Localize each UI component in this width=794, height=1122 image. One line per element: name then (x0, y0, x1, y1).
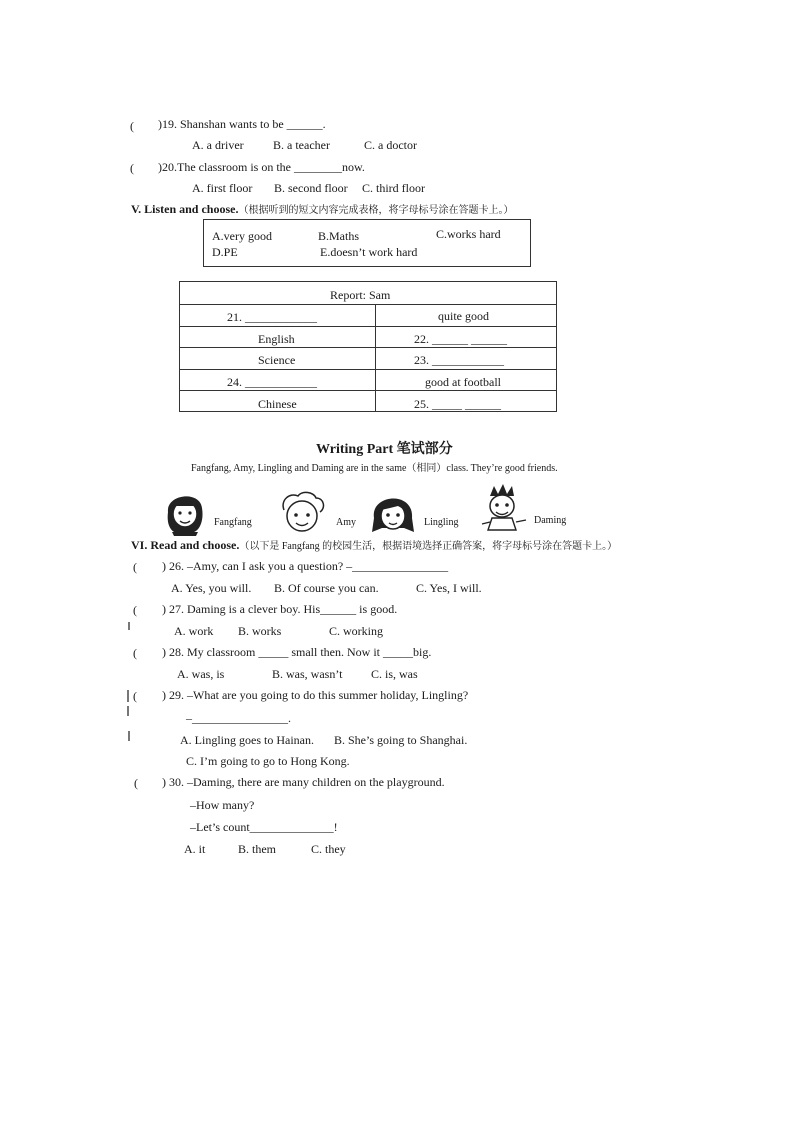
q30-option-b[interactable]: B. them (238, 842, 276, 856)
q28-paren[interactable]: ( (133, 646, 137, 660)
q30-paren[interactable]: ( (134, 776, 138, 790)
scan-mark (128, 622, 130, 630)
q20-option-c[interactable]: C. third floor (362, 181, 425, 195)
scan-mark (127, 690, 129, 702)
q29-option-b[interactable]: B. She’s going to Shanghai. (334, 733, 468, 747)
choice-e: E.doesn’t work hard (320, 245, 418, 259)
report-row1-right: quite good (438, 309, 489, 323)
fangfang-label: Fangfang (214, 517, 252, 528)
report-row4-left[interactable]: 24. ____________ (227, 375, 317, 389)
report-row5-left: Chinese (258, 397, 297, 411)
choice-b: B.Maths (318, 229, 360, 243)
fangfang-picture (160, 486, 210, 536)
q20-paren[interactable]: ( (130, 161, 134, 175)
scan-mark (128, 731, 130, 741)
q29-stem: ) 29. –What are you going to do this summer holiday, Lingling? (162, 688, 469, 702)
q30-option-c[interactable]: C. they (311, 842, 346, 856)
choices-box (203, 219, 531, 267)
report-header: Report: Sam (330, 288, 391, 302)
q29-option-c[interactable]: C. I’m going to go to Hong Kong. (186, 754, 350, 768)
choice-c: C.works hard (436, 227, 501, 241)
choice-a: A.very good (212, 229, 272, 243)
section5-heading: V. Listen and choose.（根据听到的短文内容完成表格，将字母标号涂在答题卡上。） (131, 202, 514, 216)
daming-label: Daming (534, 515, 567, 526)
q26-stem: ) 26. –Amy, can I ask you a question? –________________ (162, 559, 449, 573)
q26-paren[interactable]: ( (133, 560, 137, 574)
amy-picture (278, 490, 326, 536)
writing-part-title: Writing Part 笔试部分 (316, 442, 453, 457)
daming-picture (476, 484, 530, 534)
lingling-picture (368, 488, 418, 536)
report-row2-left: English (258, 332, 295, 346)
q19-option-b[interactable]: B. a teacher (273, 138, 330, 152)
scan-mark (127, 706, 129, 716)
q30-line2: –How many? (190, 798, 255, 812)
report-row5-right[interactable]: 25. _____ ______ (414, 397, 501, 411)
q29-paren[interactable]: ( (133, 689, 137, 703)
report-row2-right[interactable]: 22. ______ ______ (414, 332, 507, 346)
lingling-label: Lingling (424, 517, 459, 528)
q20-stem: )20.The classroom is on the ________now. (158, 160, 365, 174)
q26-option-c[interactable]: C. Yes, I will. (416, 581, 482, 595)
q27-stem: ) 27. Daming is a clever boy. His______ is good. (162, 602, 398, 616)
q26-option-b[interactable]: B. Of course you can. (274, 581, 379, 595)
section6-heading: VI. Read and choose.（以下是 Fangfang 的校园生活，根据语境选择正确答案，将字母标号涂在答题卡上。） (131, 538, 618, 552)
q19-option-c[interactable]: C. a doctor (364, 138, 417, 152)
choice-d: D.PE (212, 245, 238, 259)
q19-stem: )19. Shanshan wants to be ______. (158, 117, 326, 131)
q28-option-b[interactable]: B. was, wasn’t (272, 667, 343, 681)
q19-option-a[interactable]: A. a driver (192, 138, 244, 152)
q27-option-b[interactable]: B. works (238, 624, 282, 638)
report-table (179, 281, 557, 412)
q26-option-a[interactable]: A. Yes, you will. (171, 581, 252, 595)
q29-answer-line[interactable]: –________________. (186, 711, 291, 725)
q20-option-a[interactable]: A. first floor (192, 181, 253, 195)
q30-stem: ) 30. –Daming, there are many children on the playground. (162, 775, 445, 789)
writing-intro: Fangfang, Amy, Lingling and Daming are in the same（相同）class. They’re good friends. (191, 463, 558, 474)
report-row1-left[interactable]: 21. ____________ (227, 310, 317, 324)
report-row3-right[interactable]: 23. ____________ (414, 353, 504, 367)
report-row3-left: Science (258, 353, 296, 367)
q27-option-c[interactable]: C. working (329, 624, 383, 638)
q28-option-c[interactable]: C. is, was (371, 667, 418, 681)
q28-stem: ) 28. My classroom _____ small then. Now it _____big. (162, 645, 432, 659)
amy-label: Amy (336, 517, 356, 528)
q19-paren[interactable]: ( (130, 119, 134, 133)
q30-option-a[interactable]: A. it (184, 842, 206, 856)
q30-line3[interactable]: –Let’s count______________! (190, 820, 338, 834)
q27-option-a[interactable]: A. work (174, 624, 214, 638)
q27-paren[interactable]: ( (133, 603, 137, 617)
q29-option-a[interactable]: A. Lingling goes to Hainan. (180, 733, 314, 747)
report-row4-right: good at football (425, 375, 501, 389)
q20-option-b[interactable]: B. second floor (274, 181, 348, 195)
q28-option-a[interactable]: A. was, is (177, 667, 225, 681)
